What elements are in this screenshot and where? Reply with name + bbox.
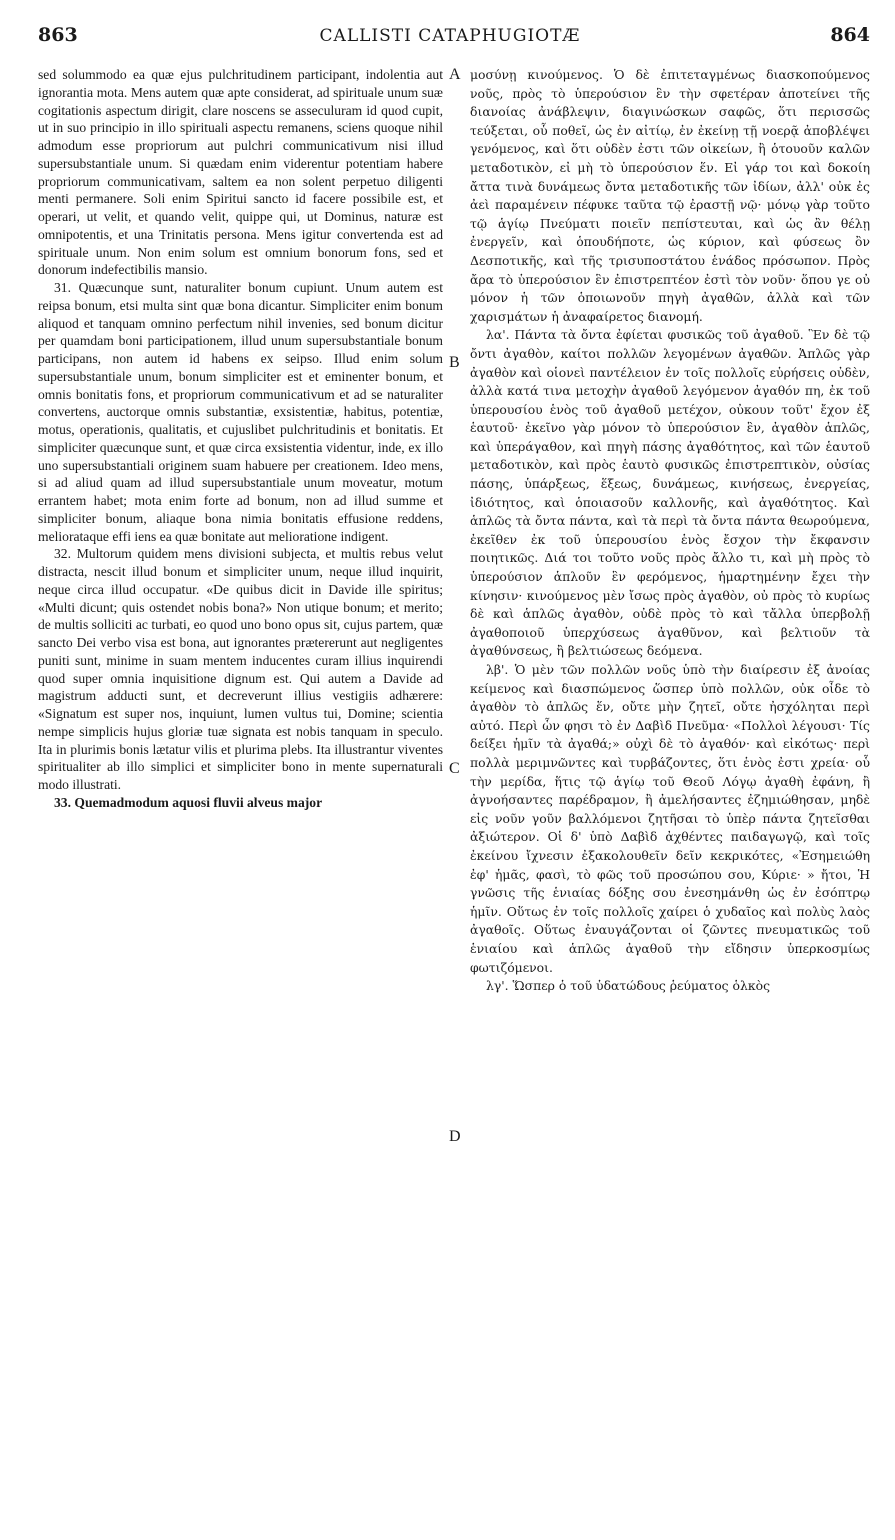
page-header (30, 18, 870, 48)
greek-paragraph-30-cont: μοσύνῃ κινούμενος. Ὁ δὲ ἐπιτεταγμένως διασκοπούμενος νοῦς, πρὸς τὸ ὑπερούσιον ἓν τὴν σφετέραν ἀποτείνει τῆς διανοίας ἀνάβλεψιν, διαγινώσκων σαφῶς, ὅτι περισσῶς τεύξεται, οὗ ποθεῖ, ὡς ἐν αἰτίῳ, ἐν ἐκείνῃ τῇ νοερᾷ ἀποβλέψει γενόμενος, καὶ ὅτι οὐδὲν ἐστι τῶν οἰκείων, ἢ ὁτουοῦν καλῶν μεταδοτικὸν, εἰ μὴ τὸ ὑπερούσιον ἕν. Εἰ γάρ τοι καὶ δοκοίη ἄττα τινὰ δυνάμεως ὄντα μεταδοτικῆς τῶν ἰδίων, ἀλλ' οὐκ ἐς ἀεὶ παραμένειν πέφυκε ταῦτα τῷ ἐραστῇ νῷ· μόνῳ γὰρ τοῦτο τῷ ἁγίῳ Πνεύματι ποιεῖν πεπίστευται, καὶ ὡς ἂν θέλῃ ἐνεργεῖν, καὶ ὁπουδήποτε, ὡς κύριον, καὶ φύσεως ὂν Δεσποτικῆς, καὶ τῆς τρισυποστάτου ἑνάδος πρόσωπον. Πρὸς ἄρα τὸ ὑπερούσιον ἓν ἐπιστρεπτέον ἐστὶ τὸν νοῦν· ὅπου γε οὐ μόνον ἡ τῶν ὁποιωνοῦν πηγὴ ἀγαθῶν, ἀλλὰ καὶ τῶν χαρισμάτων ἡ ἀναφαίρετος διανομή. (470, 67, 870, 324)
greek-paragraph-32: λβ'. Ὁ μὲν τῶν πολλῶν νοῦς ὑπὸ τὴν διαίρεσιν ἐξ ἀνοίας κείμενος καὶ διασπώμενος ὥσπερ ὑπὸ πολλῶν, οὐκ οἶδε τὸ ἀγαθὸν τὸ ἁπλῶς ἕν, οὔτε μὴν ζητεῖ, οὔτε ἠσχόληται περὶ αὐτό. Περὶ ὧν φησι τὸ ἐν Δαβὶδ Πνεῦμα· «Πολλοὶ λέγουσι· Τίς δείξει ἡμῖν τὰ ἀγαθά;» οὐχὶ δὲ τὸ ἀγαθόν· καὶ εἰκότως· περὶ πολλὰ μεριμνῶντες καὶ τυρβάζοντες, ὅτι ἑνὸς ἐστι χρεία· οὗ τὴν μερίδα, ἥτις τῷ ἁγίῳ τοῦ Θεοῦ Λόγῳ ἀγαθὴ ἐφάνη, ἢ ἀγνοήσαντες παρέδραμον, ἢ ἀμελήσαντες ἐζημιώθησαν, μηδὲ εἰς νοῦν γοῦν βαλλόμενοι ζητῆσαι τὸ ὑπὲρ πάντα ζητεῖσθαι ἀξιώτερον. Οἱ δ' ὑπὸ Δαβὶδ ἀχθέντες παιδαγωγῷ, καὶ τοῖς ἐκείνου ἴχνεσιν ἐξακολουθεῖν δεῖν κεκρικότες, «Ἐσημειώθη ἐφ' ἡμᾶς, φασὶ, τὸ φῶς τοῦ προσώπου σου, Κύριε· » ἤτοι, Ἡ γνῶσις τῆς ἑνιαίας δόξης σου ἐνεσημάνθη ὡς ἐν ἐσόπτρῳ ἡμῖν. Οὕτως ἐν τοῖς πολλοῖς χαίρει ὁ χυδαῖος καὶ πολὺς λαὸς ἀγαθοῖς. Οὕτως ἐναυγάζονται οἱ ζῶντες πνευματικῶς τοῦ ἑνιαίου καὶ ἁπλῶς ἀγαθοῦ τὴν εἴδησιν ὑπερκοσμίως φωτιζόμενοι. (470, 662, 870, 975)
margin-mark-b: B (449, 354, 460, 371)
margin-mark-c: C (449, 760, 460, 777)
greek-paragraph-33: λγ'. Ὥσπερ ὁ τοῦ ὑδατώδους ῥεύματος ὁλκὸς (486, 978, 771, 994)
margin-mark-a: A (449, 66, 461, 83)
margin-mark-d: D (449, 1128, 461, 1145)
latin-paragraph-30-cont: sed solummodo ea quæ ejus pulchritudinem participant, indolentia aut ignorantia mota. Mens autem quæ apte considerat, ad spirituale unum suæ cogitationis aspectum dirigit, clare noscens se asseculuram id quod cupit, ut in suo principio in illo spirituali aspectu remanens, sciens quoque nihil admodum esse propriorum aut pulchri communicativum nisi illud supersubstantiale unum. Si quædam enim viderentur potentiam habere propriorum communicativam, saltem ea non solent perpetuo diligenti menti permanere. Soli enim Spiritui sancto id facere possibile est, et operari, ut velit, et quando velit, quippe qui, ut Dominus, naturæ est omnipotentis, et una Trinitatis persona. Mens igitur convertenda est ad spirituale unum. Non enim solum est omnium bonorum fons, sed et donorum indefectibilis mansio. (38, 67, 443, 278)
running-title: CALLISTI CATAPHUGIOTÆ (319, 26, 581, 46)
greek-column (470, 66, 870, 996)
latin-paragraph-32: 32. Multorum quidem mens divisioni subjecta, et multis rebus velut distracta, nescit illud bonum et simpliciter unum, neque illud inquirit, neque circa illud occupatur. «De quibus dicit in Davide ille spiritus; «Multi dicunt; quis ostendet nobis bona?» Non utique bonum; et merito; de multis solliciti ac turbati, eo quod uno bono opus sit, cujus partem, quæ sancto Dei verbo visa est bona, aut ignorantes prætererunt aut negligentes puniti sunt, minime in suam mentem inducentes curam illius inquirendi quod super omnia inquisitione dignum est. Qui autem a Davide ad magistrum adducti sunt, et decreverunt illius vestigiis adhærere: «Signatum est super nos, inquiunt, lumen vultus tui, Domine; scientia nempe simplicis hujus gloriæ tuæ signata est nobis tanquam in speculo. Ita in plurimis bonis lætatur vilis et plurima plebs. Ita illustrantur viventes spiritualiter ab illo simplici et simpliciter bono in mente supernaturali modo illustrati. (38, 546, 443, 792)
latin-paragraph-33: 33. Quemadmodum aquosi fluvii alveus major (54, 794, 323, 810)
latin-column (38, 66, 443, 812)
greek-paragraph-31: λα'. Πάντα τὰ ὄντα ἐφίεται φυσικῶς τοῦ ἀγαθοῦ. Ἓν δὲ τῷ ὄντι ἀγαθὸν, καίτοι πολλῶν λεγομένων ἀγαθῶν. Ἁπλῶς γὰρ ἀγαθὸν καὶ οἱονεὶ παντέλειον ἐν τοῖς πολλοῖς εὑρήσεις οὐδὲν, ἀλλὰ κατά τινα μετοχὴν ἀγαθοῦ λεγόμενον ἀγαθόν πη, ἐκ τοῦ ὑπερουσίου ἑνὸς τοῦ ἀγαθοῦ μετέχον, οὐκουν τοῦτ' ἔχον ἐξ ἑαυτοῦ· ἐκεῖνο γὰρ μόνον τὸ ὑπερούσιον ἓν, ἀγαθὸν ἁπλῶς, καὶ ὑπεράγαθον, καὶ πηγὴ πάσης ἀγαθότητος, καὶ τῶν ἑαυτοῦ μεταδοτικὸν, καὶ πρὸς ἑαυτὸ φυσικῶς ἐπιστρεπτικὸν, οὐσίας πάσης, ὑπάρξεως, ἕξεως, δυνάμεως, κινήσεως, ἐνεργείας, ἰδιότητος, καὶ ὁποιασοῦν καλλονῆς, καὶ ἀγαθότητος. Καὶ ἁπλῶς τὰ ὄντα πάντα, καὶ τὰ περὶ τὰ ὄντα πάντα θεωρούμενα, ἐκεῖθεν ἐκ τοῦ ὑπερουσίου ἑνὸς ἔσχον τὴν ἔκφανσιν ποιητικῶς. Διά τοι τοῦτο νοῦς πρὸς ἄλλο τι, καὶ μὴ πρὸς τὸ ὑπερούσιον ἁπλοῦν ἓν φερόμενος, ἡμαρτημένην ἔχει τὴν κίνησιν· κινούμενος μὲν ἴσως πρὸς ἀγαθὸν, οὐ πρὸς τὸ κυρίως δὲ καὶ ἁπλῶς ἀγαθὸν, οὐδὲ πρὸς τὸ καὶ τἄλλα ὑπερβολῇ ἀγαθοποιοῦ ὑπερχύσεως ἀγαθῦνον, καὶ βελτιοῦν τὰ ἀγαθύνσεως, ἢ βελτιώσεως δεόμενα. (470, 327, 870, 659)
latin-paragraph-31: 31. Quæcunque sunt, naturaliter bonum cupiunt. Unum autem est reipsa bonum, etsi multa sint quæ bona dicantur. Simpliciter enim bonum aliquod et tanquam omnino perfectum nihil invenies, sed bonum dicitur per quamdam boni participationem, illud unum supersubstantiale bonum participans, non autem id habens ex seipso. Illud enim solum supersubstantiale unum, bonum simpliciter est et eminenter bonum, et omnis bonitatis fons, et propriorum communicativum et ad se naturaliter convertens, auctorque omnis substantiæ, exsistentiæ, habitus, potentiæ, motus, operationis, qualitatis, et cujuslibet pulchritudinis et bonitatis. Et simpliciter quæcunque sunt, et quæ circa exsistentia videntur, inde, ex illo uno supersubstantiali originem suam habuere per creationem. Ideo mens, si ad aliud quam ad illud supersubstantiale unum moveatur, motum errantem habet; mota enim forte ad bonum, non ad illud summe et simpliciter bonum, aliaque bona nimia bonitatis effusione reddens, meliorataque effi iens ea quæ bonitate aut melioratione indigent. (38, 280, 443, 544)
page-number-right: 864 (830, 24, 870, 46)
page-number-left: 863 (38, 24, 78, 46)
